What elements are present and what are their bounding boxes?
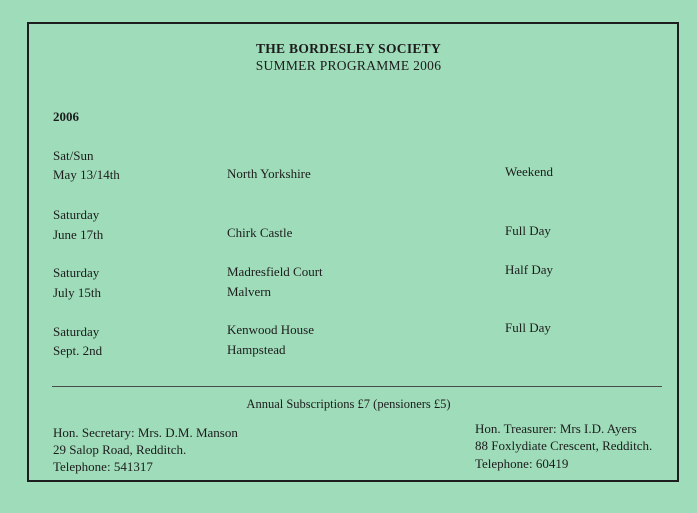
event-place: Madresfield Court — [227, 264, 323, 279]
event-date: June 17th — [53, 227, 104, 242]
event-day: Saturday — [53, 324, 100, 339]
event-day: Sat/Sun — [53, 148, 94, 163]
page-border — [27, 22, 679, 482]
event-place-secondary: Hampstead — [227, 342, 286, 357]
event-place-secondary: Malvern — [227, 284, 272, 299]
treasurer-address: 88 Foxlydiate Crescent, Redditch. — [475, 438, 653, 453]
event-duration: Full Day — [505, 320, 551, 335]
treasurer-phone: Telephone: 60419 — [475, 456, 569, 471]
event-place: North Yorkshire — [227, 166, 311, 181]
event-duration: Half Day — [505, 262, 554, 277]
event-day: Saturday — [53, 207, 100, 222]
event-date: July 15th — [53, 285, 102, 300]
secretary-phone: Telephone: 541317 — [53, 459, 153, 474]
divider-line — [52, 386, 662, 387]
society-title: THE BORDESLEY SOCIETY — [255, 41, 442, 56]
event-duration: Full Day — [505, 223, 551, 238]
event-date: Sept. 2nd — [53, 343, 103, 358]
event-duration: Weekend — [505, 164, 554, 179]
event-place: Chirk Castle — [227, 225, 293, 240]
secretary-title: Hon. Secretary: Mrs. D.M. Manson — [53, 425, 238, 440]
event-date: May 13/14th — [53, 167, 120, 182]
subscriptions-note: Annual Subscriptions £7 (pensioners £5) — [246, 397, 451, 411]
event-place: Kenwood House — [227, 322, 315, 337]
treasurer-title: Hon. Treasurer: Mrs I.D. Ayers — [475, 421, 637, 436]
event-day: Saturday — [53, 265, 100, 280]
programme-year: 2006 — [53, 109, 79, 124]
programme-subtitle: SUMMER PROGRAMME 2006 — [255, 58, 442, 73]
secretary-address: 29 Salop Road, Redditch. — [53, 442, 187, 457]
